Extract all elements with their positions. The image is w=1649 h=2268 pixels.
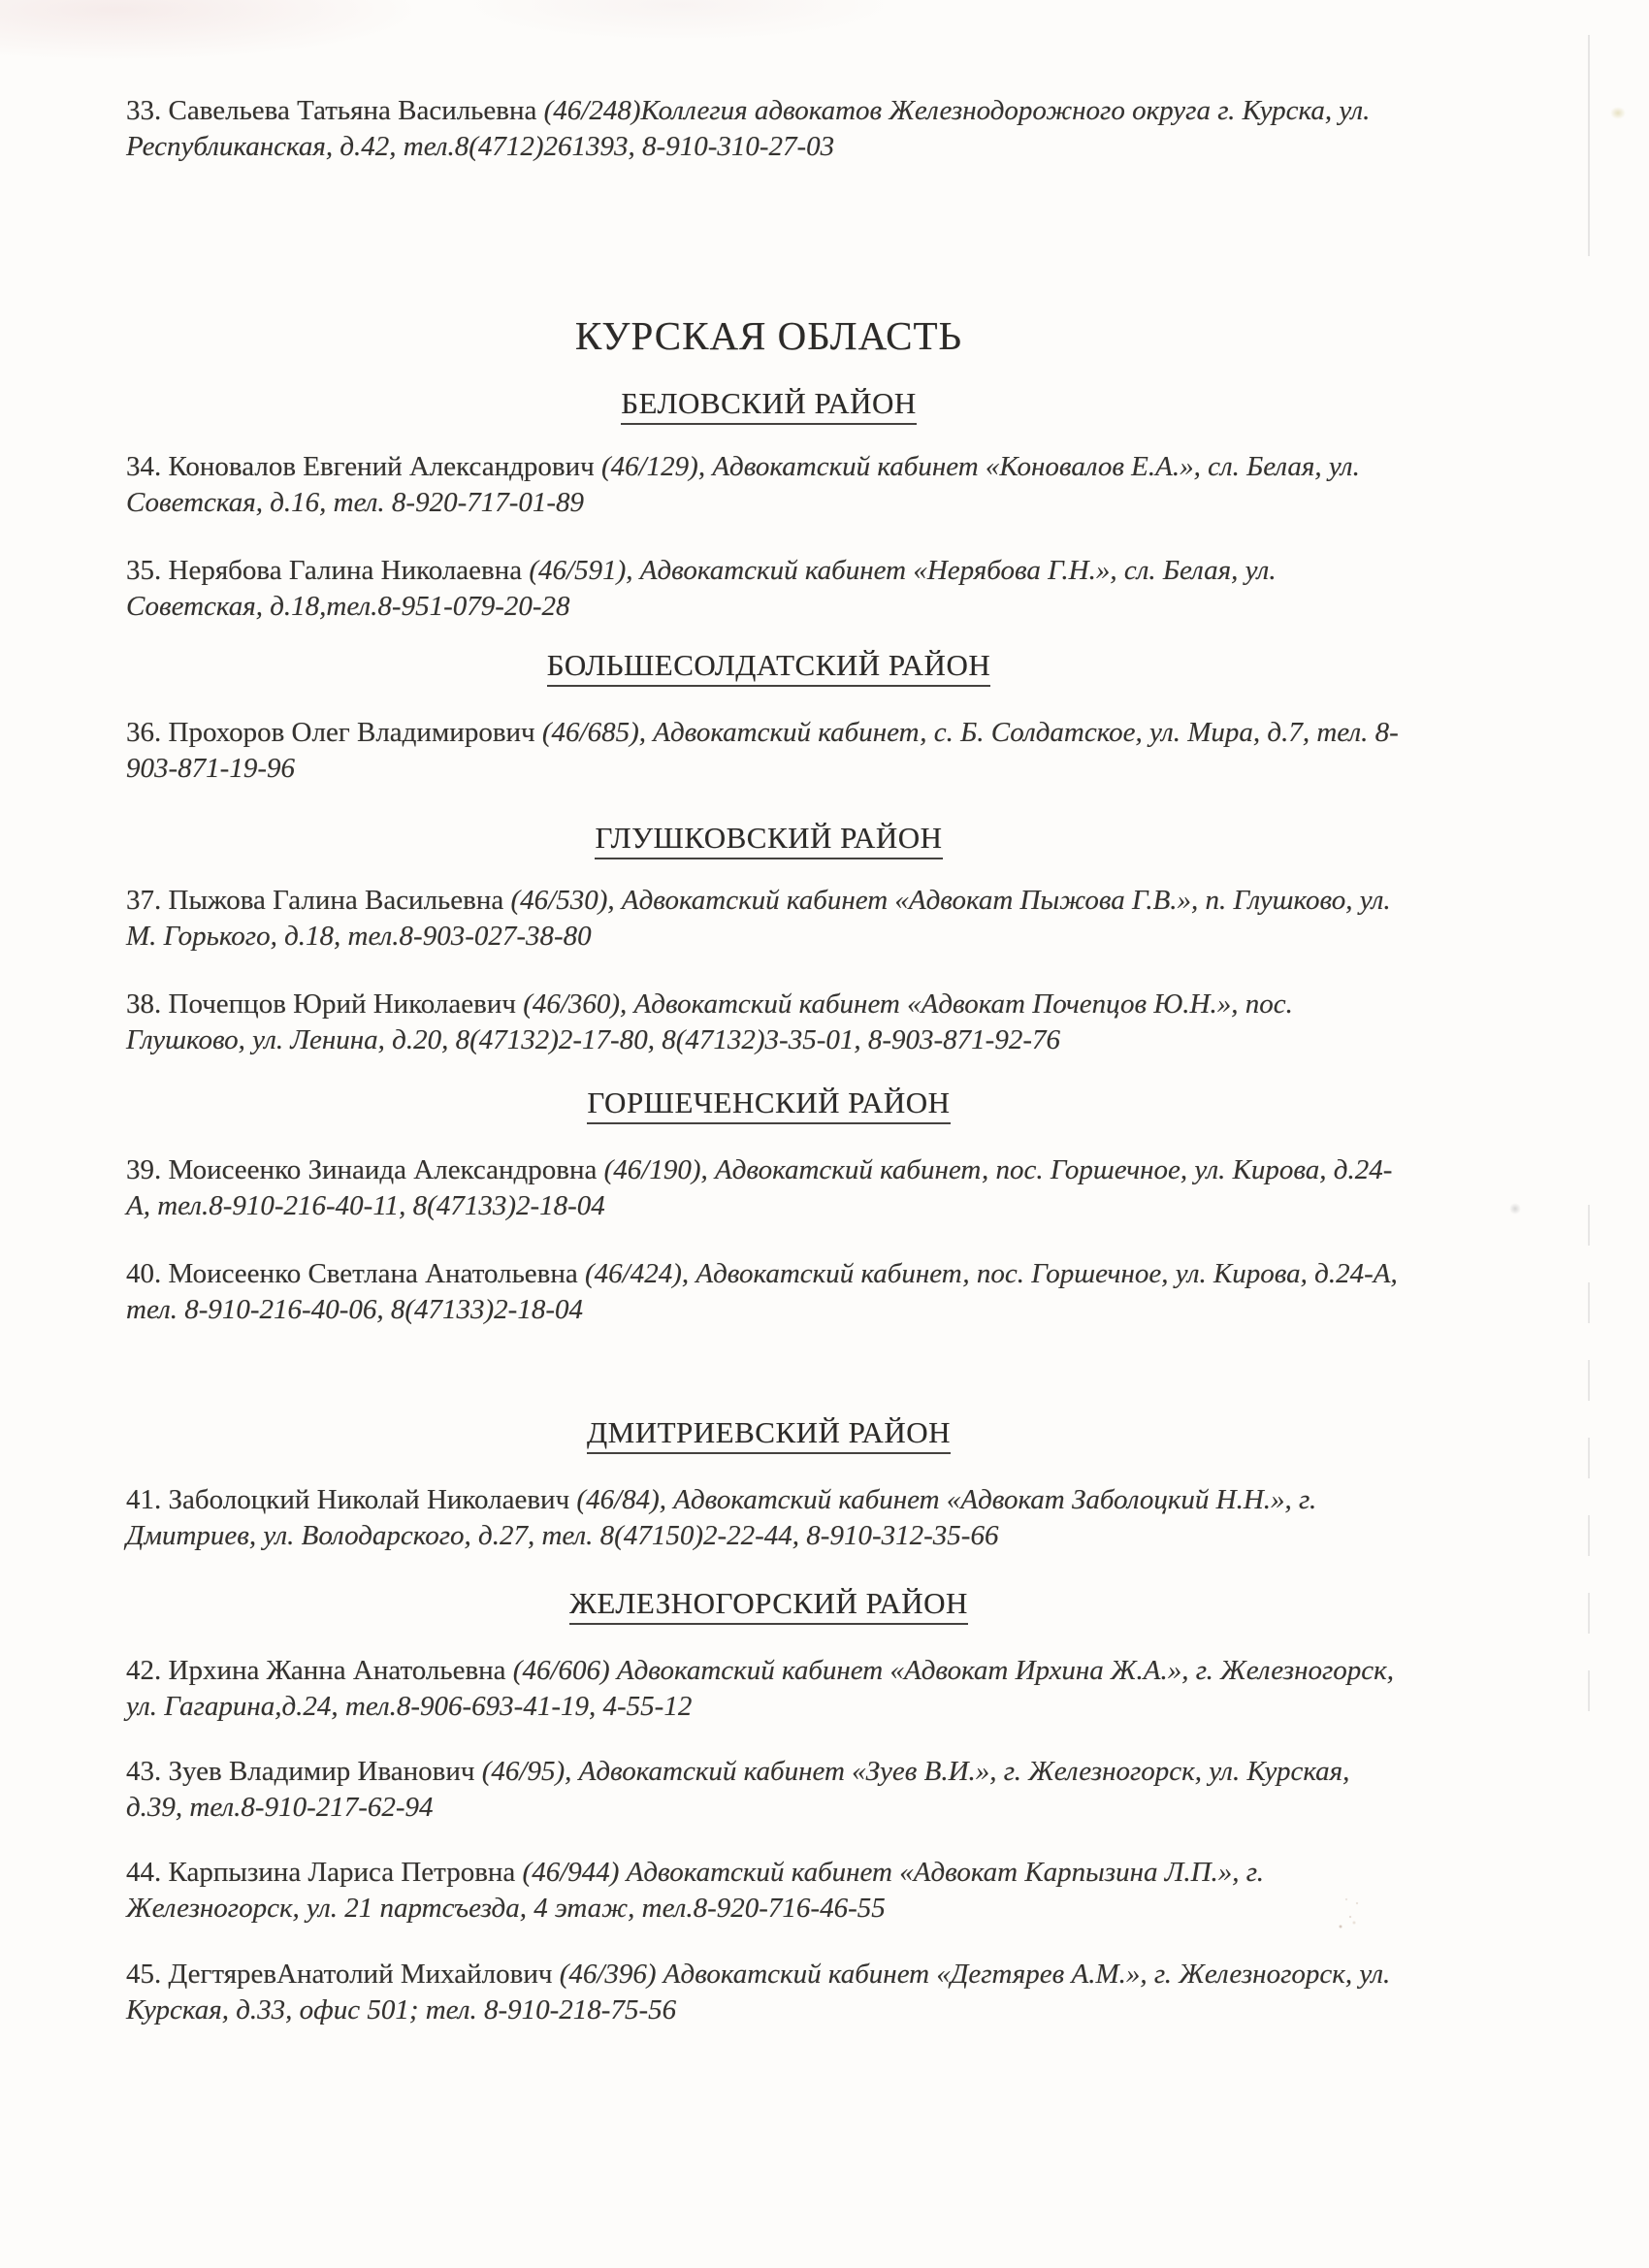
entry-43-name: 43. Зуев Владимир Иванович	[126, 1756, 482, 1787]
entry-36-name: 36. Прохоров Олег Владимирович	[126, 717, 542, 748]
entry-40-name: 40. Моисеенко Светлана Анатольевна	[126, 1258, 586, 1289]
entry-44-details: (46/944) Адвокатский кабинет «Адвокат Карпызина Л.П.», г. Железногорск, ул. 21 партсъезда, 4 этаж, тел.8-920-716-46-55	[126, 1857, 1264, 1924]
district-heading-dmitrievsky	[126, 1414, 1411, 1451]
district-heading-glushkovsky-label: ГЛУШКОВСКИЙ РАЙОН	[595, 821, 942, 859]
directory-entry-33	[126, 93, 1411, 165]
entry-37-name: 37. Пыжова Галина Васильевна	[126, 885, 511, 916]
district-heading-belovsky	[126, 385, 1411, 422]
entry-35-name: 35. Нерябова Галина Николаевна	[126, 555, 530, 586]
entry-41-name: 41. Заболоцкий Николай Николаевич	[126, 1484, 577, 1515]
directory-entry-44	[126, 1855, 1411, 1927]
directory-entry-37	[126, 883, 1411, 955]
entry-39-name: 39. Моисеенко Зинаида Александровна	[126, 1154, 604, 1185]
district-heading-zheleznogorsky	[126, 1585, 1411, 1622]
entry-38-details: (46/360), Адвокатский кабинет «Адвокат Почепцов Ю.Н.», пос. Глушково, ул. Ленина, д.20, 8(47132)2-17-80, 8(47132)3-35-01, 8-903-871-92-76	[126, 988, 1293, 1055]
district-heading-belovsky-label: БЕЛОВСКИЙ РАЙОН	[621, 386, 917, 425]
scan-streak-artifact	[1588, 35, 1590, 256]
district-heading-gorshechensky	[126, 1085, 1411, 1121]
entry-45-name: 45. ДегтяревАнатолий Михайлович	[126, 1959, 560, 1990]
entry-33-name: 33. Савельева Татьяна Васильевна	[126, 95, 544, 126]
entry-41-details: (46/84), Адвокатский кабинет «Адвокат Заболоцкий Н.Н.», г. Дмитриев, ул. Володарского, д.27, тел. 8(47150)2-22-44, 8-910-312-35-66	[126, 1484, 1317, 1551]
directory-entry-40	[126, 1256, 1411, 1328]
directory-entry-34	[126, 449, 1411, 521]
entry-43-details: (46/95), Адвокатский кабинет «Зуев В.И.», г. Железногорск, ул. Курская, д.39, тел.8-910-217-62-94	[126, 1756, 1350, 1823]
region-title: КУРСКАЯ ОБЛАСТЬ	[574, 313, 963, 358]
directory-entry-39	[126, 1152, 1411, 1224]
entry-45-details: (46/396) Адвокатский кабинет «Дегтярев А.М.», г. Железногорск, ул. Курская, д.33, офис 501; тел. 8-910-218-75-56	[126, 1959, 1391, 2025]
scan-streak-artifact	[1588, 1205, 1590, 1748]
text-column	[126, 0, 1411, 2028]
district-heading-dmitrievsky-label: ДМИТРИЕВСКИЙ РАЙОН	[587, 1415, 951, 1454]
entry-38-name: 38. Почепцов Юрий Николаевич	[126, 988, 524, 1020]
directory-entry-43	[126, 1754, 1411, 1826]
entry-36-details: (46/685), Адвокатский кабинет, с. Б. Солдатское, ул. Мира, д.7, тел. 8-903-871-19-96	[126, 717, 1399, 784]
entry-44-name: 44. Карпызина Лариса Петровна	[126, 1857, 523, 1888]
district-heading-bolshesoldatsky-label: БОЛЬШЕСОЛДАТСКИЙ РАЙОН	[547, 648, 990, 687]
scan-speck-artifact	[1610, 107, 1626, 119]
entry-40-details: (46/424), Адвокатский кабинет, пос. Горшечное, ул. Кирова, д.24-А, тел. 8-910-216-40-06, 8(47133)2-18-04	[126, 1258, 1398, 1325]
entry-35-details: (46/591), Адвокатский кабинет «Нерябова Г.Н.», сл. Белая, ул. Советская, д.18,тел.8-951-079-20-28	[126, 555, 1277, 622]
directory-entry-42	[126, 1653, 1411, 1725]
entry-34-details: (46/129), Адвокатский кабинет «Коновалов Е.А.», сл. Белая, ул. Советская, д.16, тел. 8-920-717-01-89	[126, 451, 1360, 518]
entry-33-details: (46/248)Коллегия адвокатов Железнодорожного округа г. Курска, ул. Республиканская, д.42, тел.8(4712)261393, 8-910-310-27-03	[126, 95, 1371, 162]
directory-entry-45	[126, 1957, 1411, 2028]
entry-42-details: (46/606) Адвокатский кабинет «Адвокат Ирхина Ж.А.», г. Железногорск, ул. Гагарина,д.24, тел.8-906-693-41-19, 4-55-12	[126, 1655, 1394, 1722]
directory-entry-35	[126, 553, 1411, 625]
directory-entry-38	[126, 987, 1411, 1058]
district-heading-glushkovsky	[126, 820, 1411, 857]
district-heading-gorshechensky-label: ГОРШЕЧЕНСКИЙ РАЙОН	[587, 1085, 950, 1124]
directory-entry-41	[126, 1482, 1411, 1554]
district-heading-bolshesoldatsky	[126, 647, 1411, 684]
directory-entry-36	[126, 715, 1411, 787]
district-heading-zheleznogorsky-label: ЖЕЛЕЗНОГОРСКИЙ РАЙОН	[569, 1586, 968, 1625]
entry-34-name: 34. Коновалов Евгений Александрович	[126, 451, 601, 482]
entry-37-details: (46/530), Адвокатский кабинет «Адвокат Пыжова Г.В.», п. Глушково, ул. М. Горького, д.18, тел.8-903-027-38-80	[126, 885, 1391, 952]
entry-42-name: 42. Ирхина Жанна Анатольевна	[126, 1655, 513, 1686]
entry-39-details: (46/190), Адвокатский кабинет, пос. Горшечное, ул. Кирова, д.24-А, тел.8-910-216-40-11, 8(47133)2-18-04	[126, 1154, 1393, 1221]
scan-speck-artifact	[1509, 1203, 1521, 1215]
